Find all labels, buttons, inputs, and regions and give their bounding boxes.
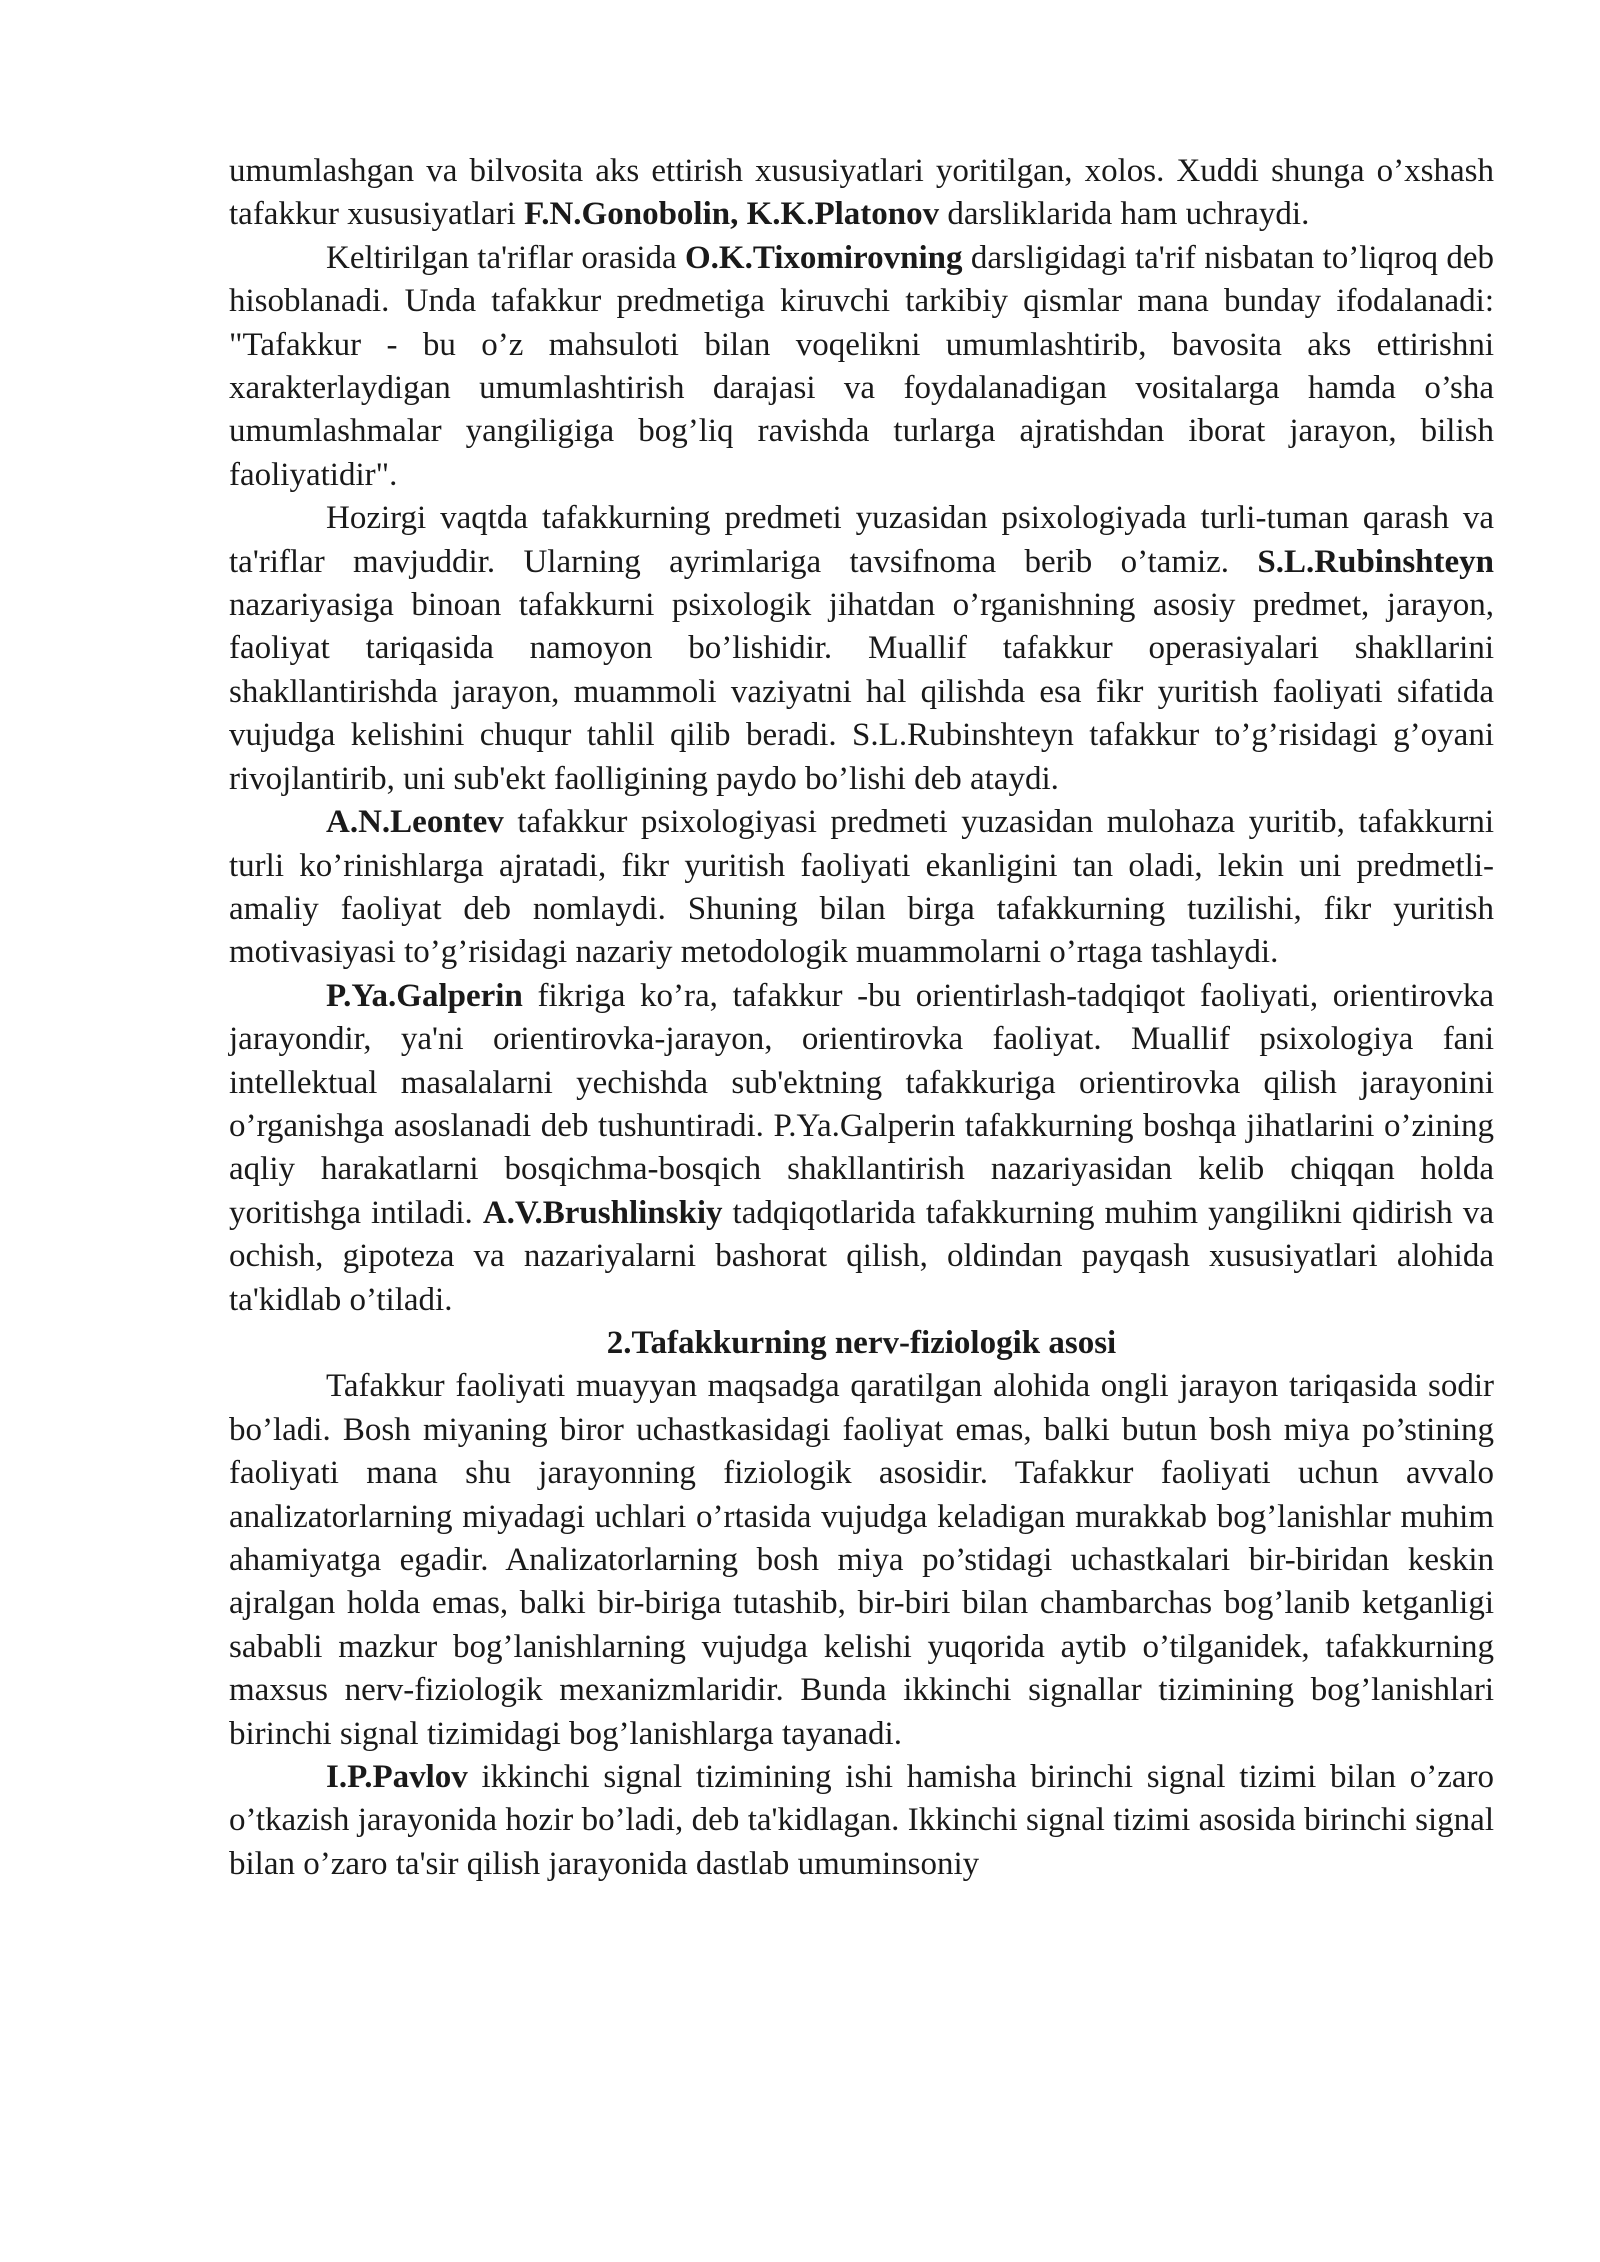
document-page bbox=[229, 150, 1494, 1886]
section-definitions bbox=[229, 150, 1494, 1322]
author-name: O.K.Tixomirovning bbox=[684, 239, 963, 276]
text-run: Tafakkur faoliyati muayyan maqsadga qaratilgan alohida ongli jarayon tariqasida sodir bo’ladi. Bosh miyaning biror uchastkasidagi faoliyat emas, balki butun bosh miya po’stining faoliyati mana shu jarayonning fiziologik asosidir. Tafakkur faoliyati uchun avvalo analizatorlarning miyadagi uchlari o’rtasida vujudga keladigan murakkab bog’lanishlar muhim ahamiyatga egadir. Analizatorlarning bosh miya po’stidagi uchastkalari bir-biridan keskin ajralgan holda emas, balki bir-biriga tutashib, bir-biri bilan chambarchas bog’lanib ketganligi sababli mazkur bog’lanishlarning vujudga kelishi yuqorida aytib o’tilganidek, tafakkurning maxsus nerv-fiziologik mexanizmlaridir. Bunda ikkinchi signallar tizimining bog’lanishlari birinchi signal tizimidagi bog’lanishlarga tayanadi. bbox=[229, 1368, 1494, 1752]
paragraph bbox=[229, 975, 1494, 1322]
paragraph bbox=[229, 150, 1494, 237]
author-name: A.V.Brushlinskiy bbox=[482, 1194, 723, 1231]
paragraph bbox=[229, 1365, 1494, 1756]
text-run: Keltirilgan ta'riflar orasida bbox=[326, 239, 685, 276]
text-run: nazariyasiga binoan tafakkurni psixologik jihatdan o’rganishning asosiy predmet, jarayon, faoliyat tariqasida namoyon bo’lishidir. Muallif tafakkur operasiyalari shakllarini shakllantirishda jarayon, muammoli vaziyatni hal qilishda esa fikr yuritish faoliyati sifatida vujudga kelishini chuqur tahlil qilib beradi. S.L.Rubinshteyn tafakkur to’g’risidagi g’oyani rivojlantirib, uni sub'ekt faolligining paydo bo’lishi deb ataydi. bbox=[229, 587, 1494, 797]
author-name: I.P.Pavlov bbox=[326, 1759, 468, 1796]
author-name: P.Ya.Galperin bbox=[326, 977, 523, 1014]
text-run: darsliklarida ham uchraydi. bbox=[939, 196, 1310, 233]
text-run: darsligidagi ta'rif nisbatan to’liqroq deb hisoblanadi. Unda tafakkur predmetiga kiruvchi tarkibiy qismlar mana bunday ifodalanadi: "Tafakkur - bu o’z mahsuloti bilan voqelikni umumlashtirib, bavosita aks ettirishni xarakterlaydigan umumlashtirish darajasi va foydalanadigan vositalarga hamda o’sha umumlashmalar yangiligiga bog’liq ravishda turlarga ajratishdan iborat jarayon, bilish faoliyatidir". bbox=[229, 239, 1495, 493]
text-run: umumlashgan va bilvosita aks ettirish xususiyatlari yoritilgan, xolos. Xuddi shunga o’xshash tafakkur xususiyatlari bbox=[229, 153, 1494, 233]
paragraph bbox=[229, 1756, 1494, 1886]
text-run: fikriga ko’ra, tafakkur -bu orientirlash-tadqiqot faoliyati, orientirovka jarayondir, ya'ni orientirovka-jarayon, orientirovka faoliyat. Muallif psixologiya fani intellektual masalalarni yechishda sub'ektning tafakkuriga orientirovka qilish jarayonini o’rganishga asoslanadi deb tushuntiradi. P.Ya.Galperin tafakkurning boshqa jihatlarini o’zining aqliy harakatlarni bosqichma-bosqich shakllantirish nazariyasidan kelib chiqqan holda yoritishga intiladi. bbox=[229, 977, 1494, 1231]
author-name: S.L.Rubinshteyn bbox=[1257, 543, 1494, 580]
section-heading: 2.Tafakkurning nerv-fiziologik asosi bbox=[606, 1324, 1117, 1361]
paragraph bbox=[229, 497, 1494, 801]
author-name: A.N.Leontev bbox=[326, 804, 504, 841]
text-run: Hozirgi vaqtda tafakkurning predmeti yuzasidan psixologiyada turli-tuman qarash va ta'riflar mavjuddir. Ularning ayrimlariga tavsifnoma berib o’tamiz. bbox=[229, 500, 1494, 580]
section-neurophysiology bbox=[229, 1365, 1494, 1886]
text-run: ikkinchi signal tizimining ishi hamisha birinchi signal tizimi bilan o’zaro o’tkazish jarayonida hozir bo’ladi, deb ta'kidlagan. Ikkinchi signal tizimi asosida birinchi signal bilan o’zaro ta'sir qilish jarayonida dastlab umuminsoniy bbox=[229, 1759, 1494, 1882]
text-run: tadqiqotlarida tafakkurning muhim yangilikni qidirish va ochish, gipoteza va nazariyalarni bashorat qilish, oldindan payqash xususiyatlari alohida ta'kidlab o’tiladi. bbox=[229, 1194, 1494, 1318]
author-name: F.N.Gonobolin, K.K.Platonov bbox=[524, 196, 940, 233]
text-run: tafakkur psixologiyasi predmeti yuzasidan mulohaza yuritib, tafakkurni turli ko’rinishlarga ajratadi, fikr yuritish faoliyati ekanligini tan oladi, lekin uni predmetli-amaliy faoliyat deb nomlaydi. Shuning bilan birga tafakkurning tuzilishi, fikr yuritish motivasiyasi to’g’risidagi nazariy metodologik muammolarni o’rtaga tashlaydi. bbox=[229, 804, 1494, 971]
paragraph bbox=[229, 237, 1494, 497]
paragraph bbox=[229, 801, 1494, 975]
